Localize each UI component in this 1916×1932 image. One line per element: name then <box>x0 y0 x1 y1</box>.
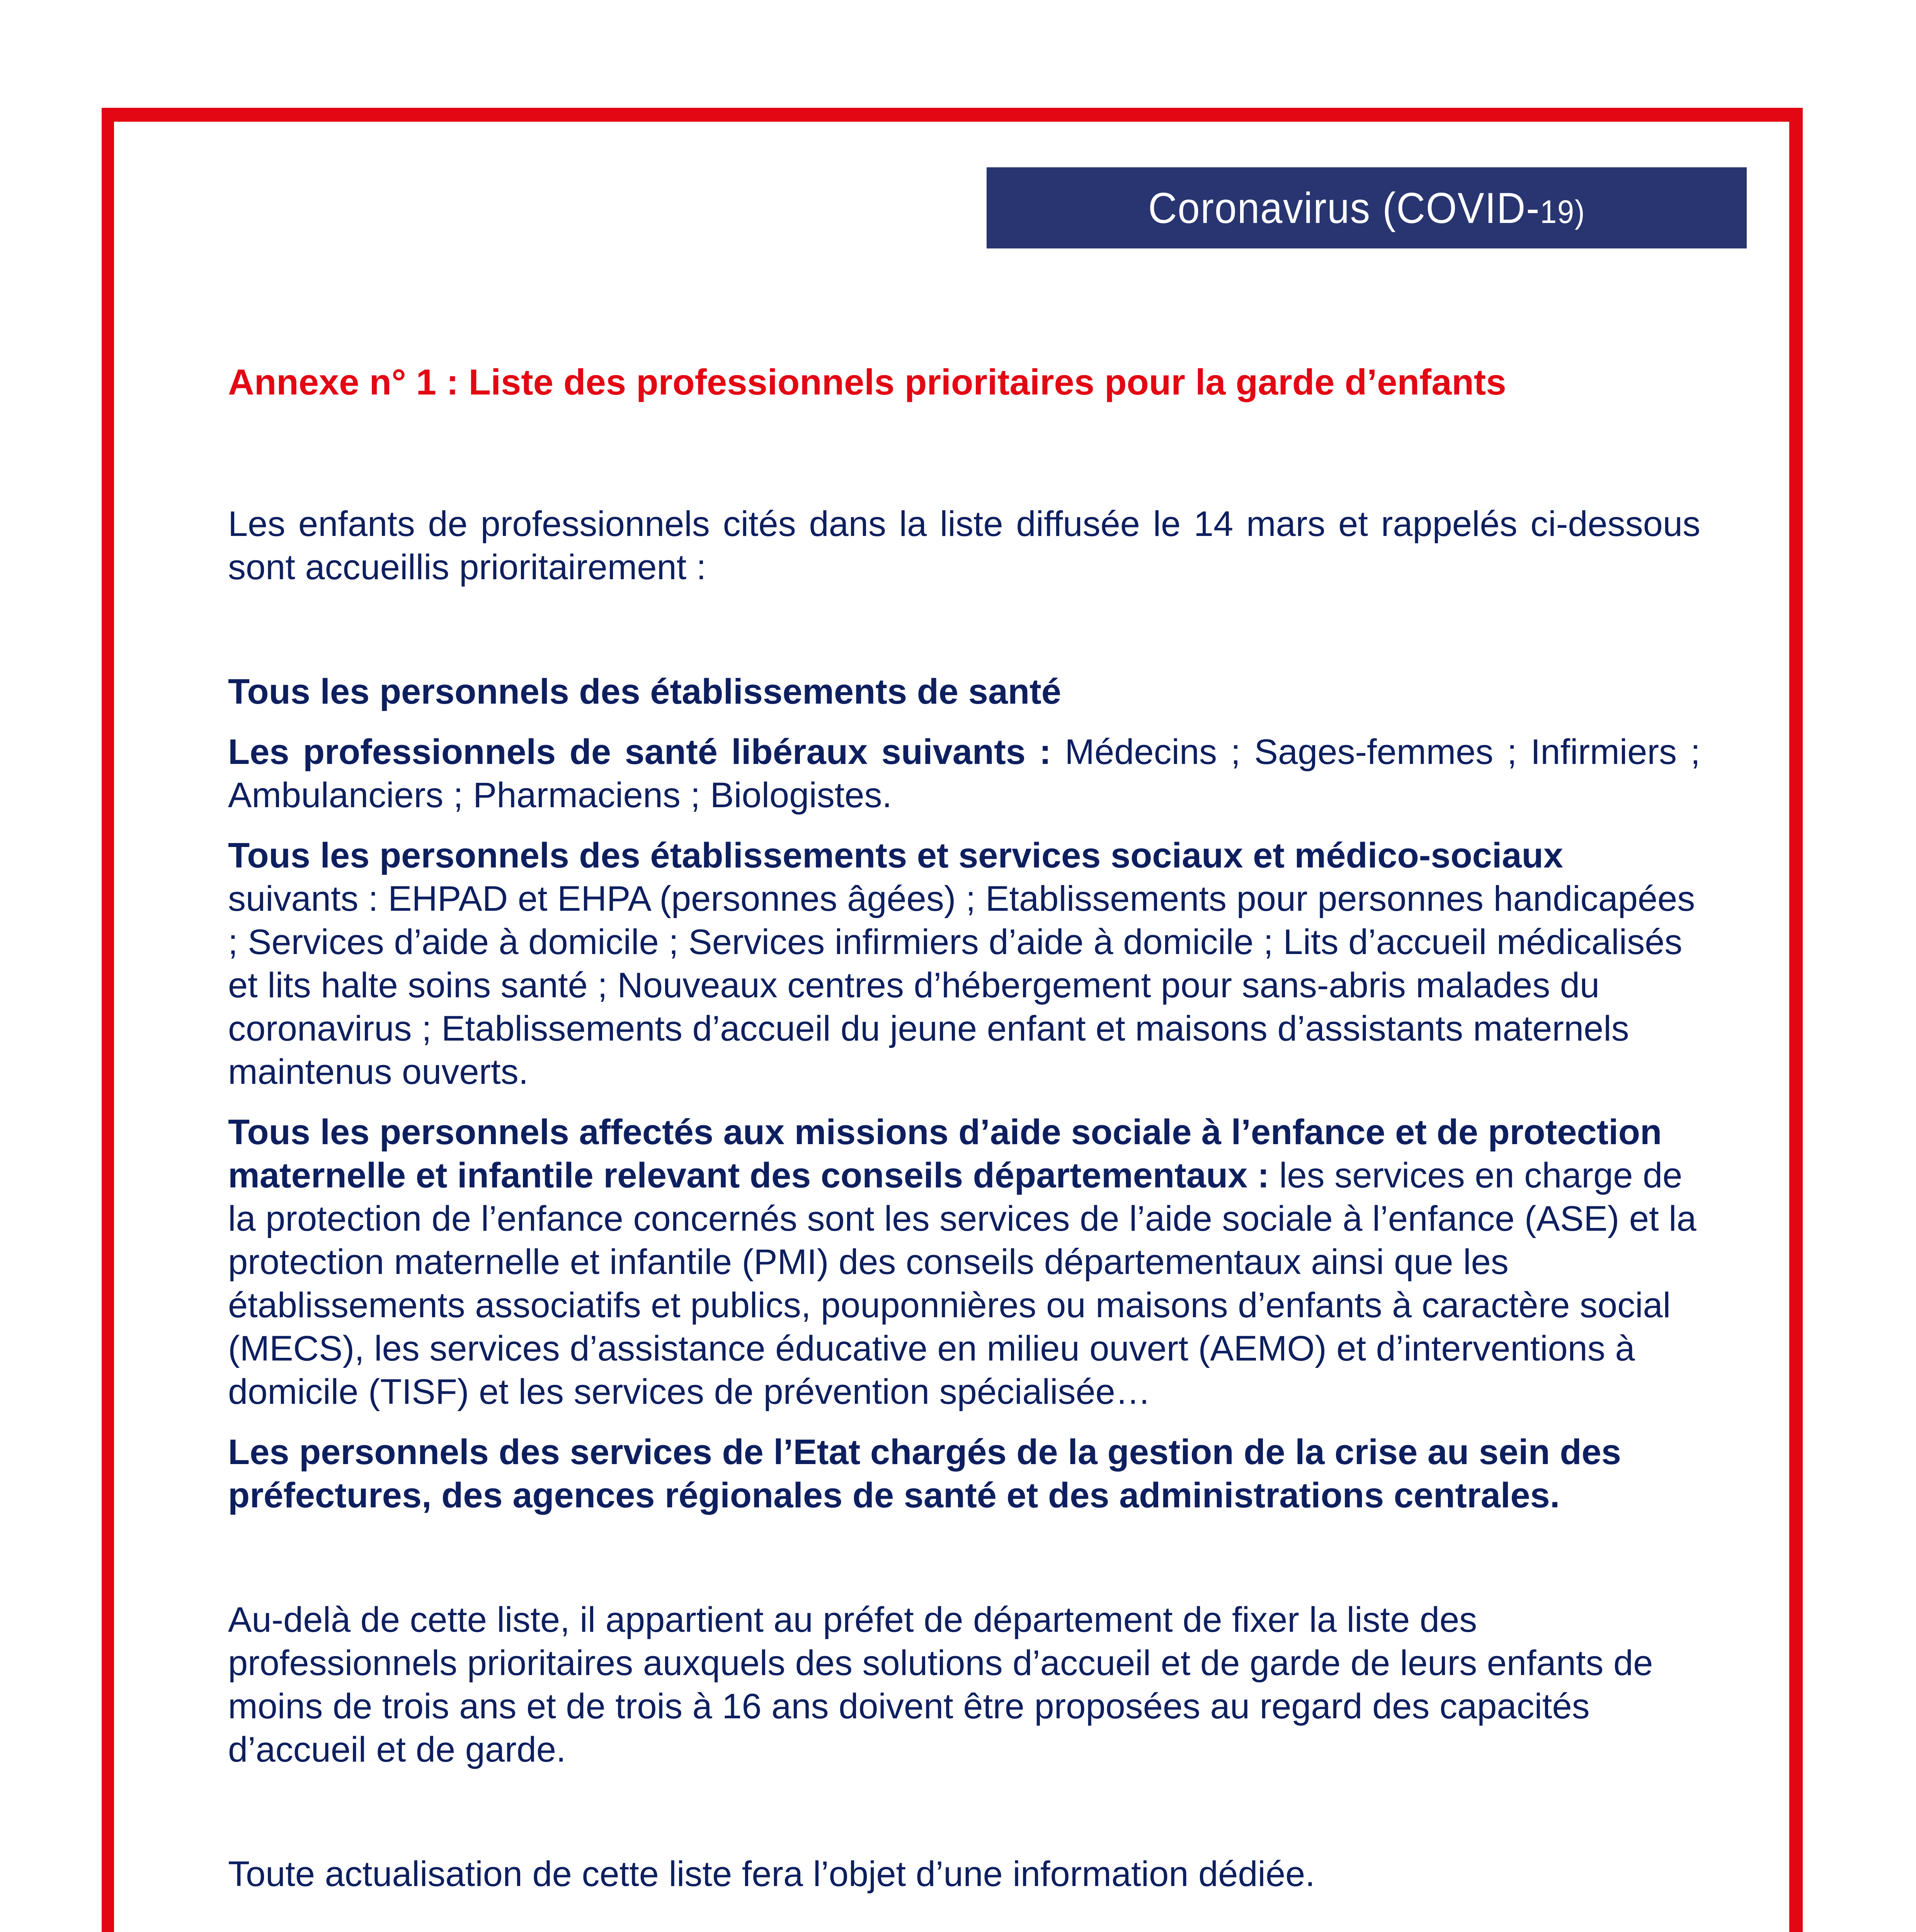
red-frame-top <box>102 108 1803 122</box>
item-bold: Tous les personnels des établissements de santé <box>228 672 1061 711</box>
list-item-child-welfare <box>228 1111 1700 1413</box>
annex-heading: Annexe n° 1 : Liste des professionnels prioritaires pour la garde d’enfants <box>228 362 1506 402</box>
item-bold: Les personnels des services de l’Etat chargés de la gestion de la crise au sein des préfectures, des agences régionales de santé et des administrations centrales. <box>228 1432 1621 1515</box>
item-bold: Tous les personnels affectés aux missions d’aide sociale à l’enfance et de protection maternelle et infantile relevant des conseils départementaux : <box>228 1112 1662 1195</box>
list-item-health-establishments <box>228 670 1700 713</box>
red-frame-right <box>1789 108 1803 1932</box>
update-paragraph: Toute actualisation de cette liste fera l’objet d’une information dédiée. <box>228 1854 1315 1894</box>
banner-title <box>1148 183 1585 233</box>
item-text: suivants : EHPAD et EHPA (personnes âgées) ; Etablissements pour personnes handicapées ; Services d’aide à domicile ; Services infirmiers d’aide à domicile ; Lits d’accueil médicalisés et lits halte soins santé ; Nouveaux centres d’hébergement pour sans-abris malades du coronavirus ; Etablissements d’accueil du jeune enfant et maisons d’assistants maternels maintenus ouverts. <box>228 879 1695 1092</box>
banner-title-main: Coronavirus (COVID- <box>1148 184 1540 232</box>
red-frame-left <box>102 108 114 1932</box>
item-text: les services en charge de la protection de l’enfance concernés sont les services de l’aide sociale à l’enfance (ASE) et la protection maternelle et infantile (PMI) des conseils départementaux ainsi que les établissements associatifs et publics, pouponnières ou maisons d’enfants à caractère social (MECS), les services d’assistance éducative en milieu ouvert (AEMO) et d’interventions à domicile (TISF) et les services de prévention spécialisée… <box>228 1156 1696 1412</box>
item-bold: Les professionnels de santé libéraux suivants : <box>228 732 1051 772</box>
banner-title-number: 19) <box>1540 193 1586 230</box>
document-body <box>228 502 1700 1896</box>
covid-banner <box>987 167 1747 248</box>
item-text: Médecins ; Sages-femmes ; Infirmiers ; Ambulanciers ; Pharmaciens ; Biologistes. <box>228 732 1700 815</box>
list-item-state-services <box>228 1430 1700 1517</box>
list-item-liberal-professionals <box>228 730 1700 817</box>
prefet-paragraph: Au-delà de cette liste, il appartient au préfet de département de fixer la liste des professionnels prioritaires auxquels des solutions d’accueil et de garde de leurs enfants de moins de trois ans et de trois à 16 ans doivent être proposées au regard des capacités d’accueil et de garde. <box>228 1600 1653 1769</box>
intro-paragraph: Les enfants de professionnels cités dans la liste diffusée le 14 mars et rappelés ci-dessous sont accueillis prioritairement : <box>228 504 1700 587</box>
list-item-social-medico-social <box>228 834 1700 1094</box>
item-bold: Tous les personnels des établissements et services sociaux et médico-sociaux <box>228 836 1563 875</box>
